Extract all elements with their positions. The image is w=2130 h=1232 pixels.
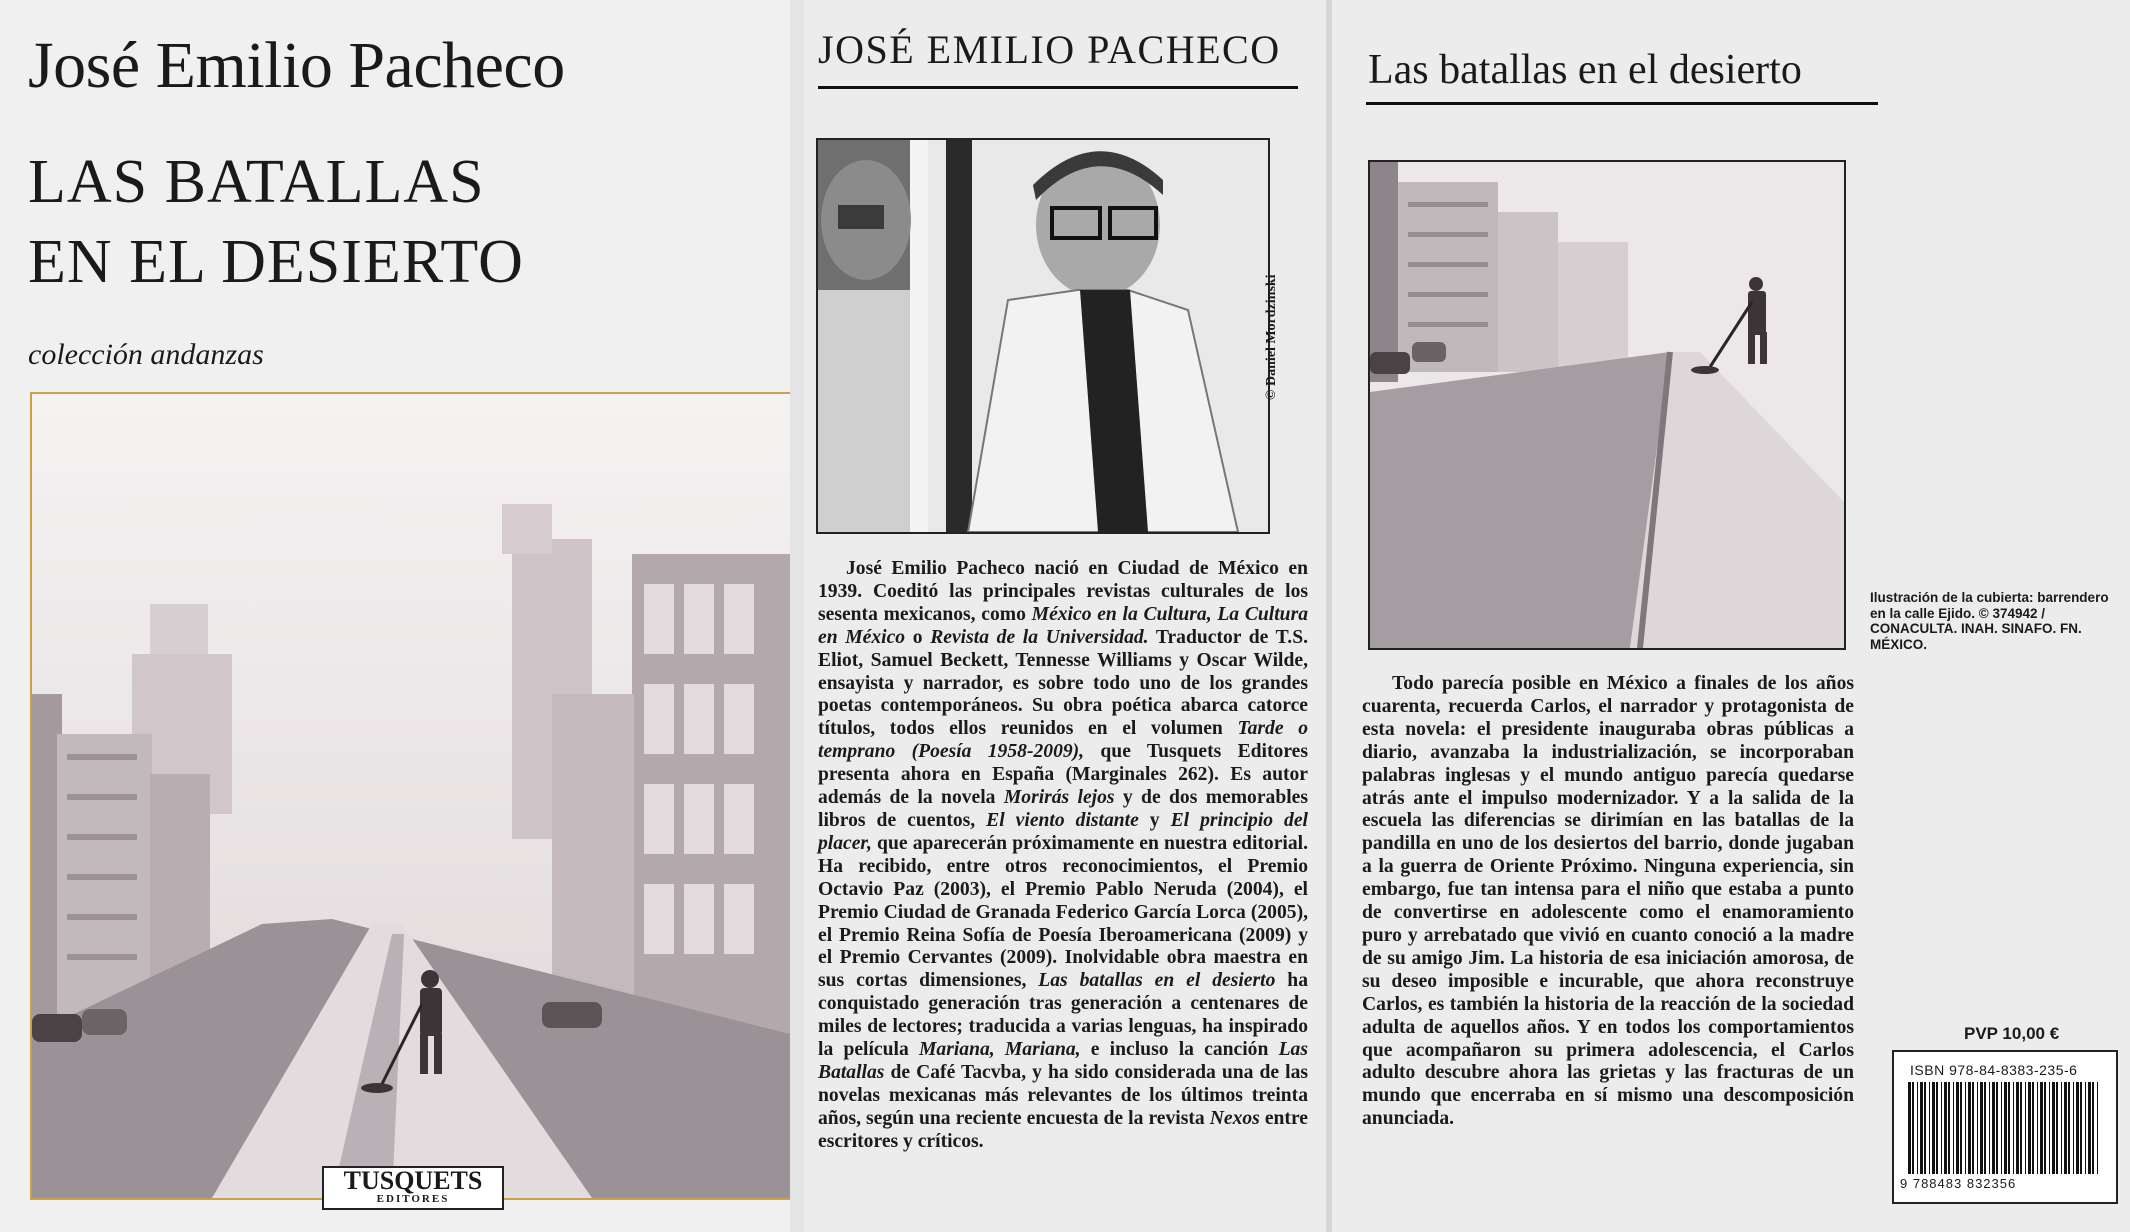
price-label: PVP 10,00 € xyxy=(1964,1024,2060,1043)
photo-credit: © Daniel Mordzinski xyxy=(1264,274,1279,400)
bio-segment: de Café Tacvba, y ha sido considerada una de las novelas mexicanas más relevantes de los últimos treinta años, según una reciente encuesta de la revista xyxy=(818,1061,1308,1129)
barcode-bar xyxy=(2056,1082,2058,1174)
bio-segment: ha conquistado generación tras generación a centenares de miles de lectores; traducida a varias lenguas, ha inspirado la película xyxy=(818,970,1308,1061)
bio-segment: José Emilio Pacheco nació en Ciudad de México en 1939. Coeditó las principales revistas culturales de los sesenta mexicanos, como xyxy=(818,558,1308,625)
flap-author: JOSÉ EMILIO PACHECO xyxy=(818,27,1281,72)
front-cover-photo xyxy=(30,392,792,1200)
front-title xyxy=(28,142,524,302)
bio-segment: e incluso la canción xyxy=(1080,1039,1279,1061)
barcode-bar xyxy=(2085,1082,2086,1174)
bio-segment: Tarde o temprano (Poesía 1958-2009), xyxy=(818,718,1308,763)
barcode-bar xyxy=(1960,1082,1962,1174)
barcode-bar xyxy=(2001,1082,2002,1174)
barcode-bar xyxy=(2088,1082,2091,1174)
front-title-line-1: LAS BATALLAS xyxy=(28,148,485,216)
barcode-bar xyxy=(2052,1082,2055,1174)
back-cover xyxy=(1332,0,2130,1232)
barcode-bar xyxy=(2040,1082,2043,1174)
barcode-bar xyxy=(1941,1082,1942,1174)
barcode-bar xyxy=(1932,1082,1935,1174)
author-flap xyxy=(804,0,1326,1232)
front-cover xyxy=(0,0,790,1232)
barcode-bar xyxy=(1984,1082,1986,1174)
barcode-bars xyxy=(1908,1082,2102,1174)
barcode-bar xyxy=(2044,1082,2046,1174)
author-photo xyxy=(816,138,1270,534)
barcode-bar xyxy=(1948,1082,1950,1174)
barcode-bar xyxy=(2020,1082,2022,1174)
barcode-bar xyxy=(1977,1082,1978,1174)
back-blurb: Todo parecía posible en México a finales de los años cuarenta, recuerda Carlos, el narrador y protagonista de esta novela: el presidente inauguraba obras públicas a diario, avanzaba la industrialización, se incorporaban palabras inglesas y el mundo antiguo parecía quedarse atrás ante el impulso modernizador. Y a la salida de la escuela las diferencias se dirimían en las batallas de la pandilla en uno de los desiertos del barrio, donde jugaban a la guerra de Oriente Próximo. Ninguna experiencia, sin embargo, fue tan intensa para el niño que estaba a punto de convertirse en adolescente como el enamoramiento puro y arrebatado que vivió en cuanto conoció a la madre de su amigo Jim. La historia de esa iniciación amorosa, de su deseo imposible e incurable, que ahora reconstruye Carlos, es también la historia de la reacción de la sociedad adulta de aquellos años. Y en todos los comportamientos que acompañaron su primera adolescencia, el Carlos adulto descubre ahora las grietas y las fracturas de un mundo que encerraba en sí mismo una descomposición anunciada. xyxy=(1362,673,1854,1130)
barcode-bar xyxy=(1965,1082,1966,1174)
fold-gap xyxy=(790,0,804,1232)
barcode-bar xyxy=(1956,1082,1959,1174)
barcode-bar xyxy=(1953,1082,1954,1174)
barcode-bar xyxy=(2032,1082,2034,1174)
barcode-bar xyxy=(2016,1082,2019,1174)
collection-name: colección andanzas xyxy=(28,338,264,371)
bio-segment: o xyxy=(905,626,931,648)
barcode-bar xyxy=(2013,1082,2014,1174)
barcode-bar xyxy=(1908,1082,1911,1174)
barcode-bar xyxy=(2064,1082,2067,1174)
front-title-line-2: EN EL DESIERTO xyxy=(28,228,524,296)
bio-segment: Traductor de T.S. Eliot, Samuel Beckett, Tennesse Williams y Oscar Wilde, ensayista y narrador, es sobre todo uno de los grandes poetas contemporáneos. Su obra poética abarca catorce títulos, todos ellos reunidos en el volumen xyxy=(818,626,1308,740)
barcode-bar xyxy=(2061,1082,2062,1174)
barcode-bar xyxy=(2092,1082,2094,1174)
barcode-bar xyxy=(1920,1082,1923,1174)
bio-segment: El viento distante xyxy=(986,809,1139,831)
front-author: José Emilio Pacheco xyxy=(28,29,565,102)
flap-divider xyxy=(818,86,1298,89)
barcode-bar xyxy=(2068,1082,2070,1174)
barcode-bar xyxy=(2073,1082,2074,1174)
barcode-bar xyxy=(2076,1082,2079,1174)
barcode-bar xyxy=(2080,1082,2082,1174)
barcode-bar xyxy=(1936,1082,1938,1174)
bio-segment: Revista de la Universidad. xyxy=(930,626,1149,648)
barcode-bar xyxy=(1912,1082,1914,1174)
bio-segment: entre escritores y críticos. xyxy=(818,1107,1308,1152)
barcode-bar xyxy=(1992,1082,1995,1174)
barcode-bar xyxy=(2097,1082,2098,1174)
barcode-bar xyxy=(2037,1082,2038,1174)
barcode-bar xyxy=(1996,1082,1998,1174)
barcode-bar xyxy=(1917,1082,1918,1174)
barcode-bar xyxy=(1989,1082,1990,1174)
bio-segment: Nexos xyxy=(1209,1107,1260,1129)
bio-segment: Las Batallas xyxy=(818,1039,1308,1083)
bio-segment: que Tusquets Editores presenta ahora en España (Marginales 262). Es autor además de la novela xyxy=(818,741,1308,809)
back-cover-photo xyxy=(1368,160,1846,650)
back-divider xyxy=(1366,102,1878,105)
author-biography xyxy=(818,558,1308,1154)
barcode-bar xyxy=(2004,1082,2007,1174)
barcode xyxy=(1892,1050,2118,1204)
barcode-bar xyxy=(1980,1082,1983,1174)
barcode-bar xyxy=(2025,1082,2026,1174)
barcode-bar xyxy=(1924,1082,1926,1174)
back-title: Las batallas en el desierto xyxy=(1368,47,1802,93)
bio-segment: y xyxy=(1138,809,1171,831)
bio-segment: que aparecerán próximamente en nuestra editorial. Ha recibido, entre otros reconocimientos, el Premio Octavio Paz (2003), el Premio Pablo Neruda (2004), el Premio Ciudad de Granada Federico García Lorca (2005), el Premio Reina Sofía de Poesía Iberoamericana (2009) y el Premio Cervantes (2009). Inolvidable obra maestra en sus cortas dimensiones, xyxy=(818,832,1308,992)
barcode-bar xyxy=(1972,1082,1974,1174)
cover-illustration-caption: Ilustración de la cubierta: barrendero en la calle Ejido. © 374942 / CONACULTA. INAH. SINAFO. FN. MÉXICO. xyxy=(1870,590,2109,652)
barcode-bar xyxy=(1929,1082,1930,1174)
bio-segment: El principio del placer, xyxy=(818,809,1308,854)
publisher-logo xyxy=(322,1166,504,1210)
barcode-number: 9 788483 832356 xyxy=(1900,1176,2017,1191)
bio-segment: y de dos memorables libros de cuentos, xyxy=(818,787,1308,831)
barcode-bar xyxy=(2008,1082,2010,1174)
barcode-bar xyxy=(2028,1082,2031,1174)
bio-segment: Morirás lejos xyxy=(1003,787,1115,809)
publisher-logo-sub: EDITORES xyxy=(376,1193,450,1205)
bio-segment: Mariana, Mariana, xyxy=(918,1039,1081,1061)
bio-segment: Las batallas en el desierto xyxy=(1038,970,1276,992)
barcode-bar xyxy=(2049,1082,2050,1174)
publisher-logo-name: TUSQUETS xyxy=(343,1166,483,1195)
bio-segment: México en la Cultura, La Cultura en México xyxy=(818,603,1308,648)
barcode-bar xyxy=(1944,1082,1947,1174)
isbn-number: ISBN 978-84-8383-235-6 xyxy=(1910,1062,2078,1078)
barcode-bar xyxy=(1968,1082,1971,1174)
